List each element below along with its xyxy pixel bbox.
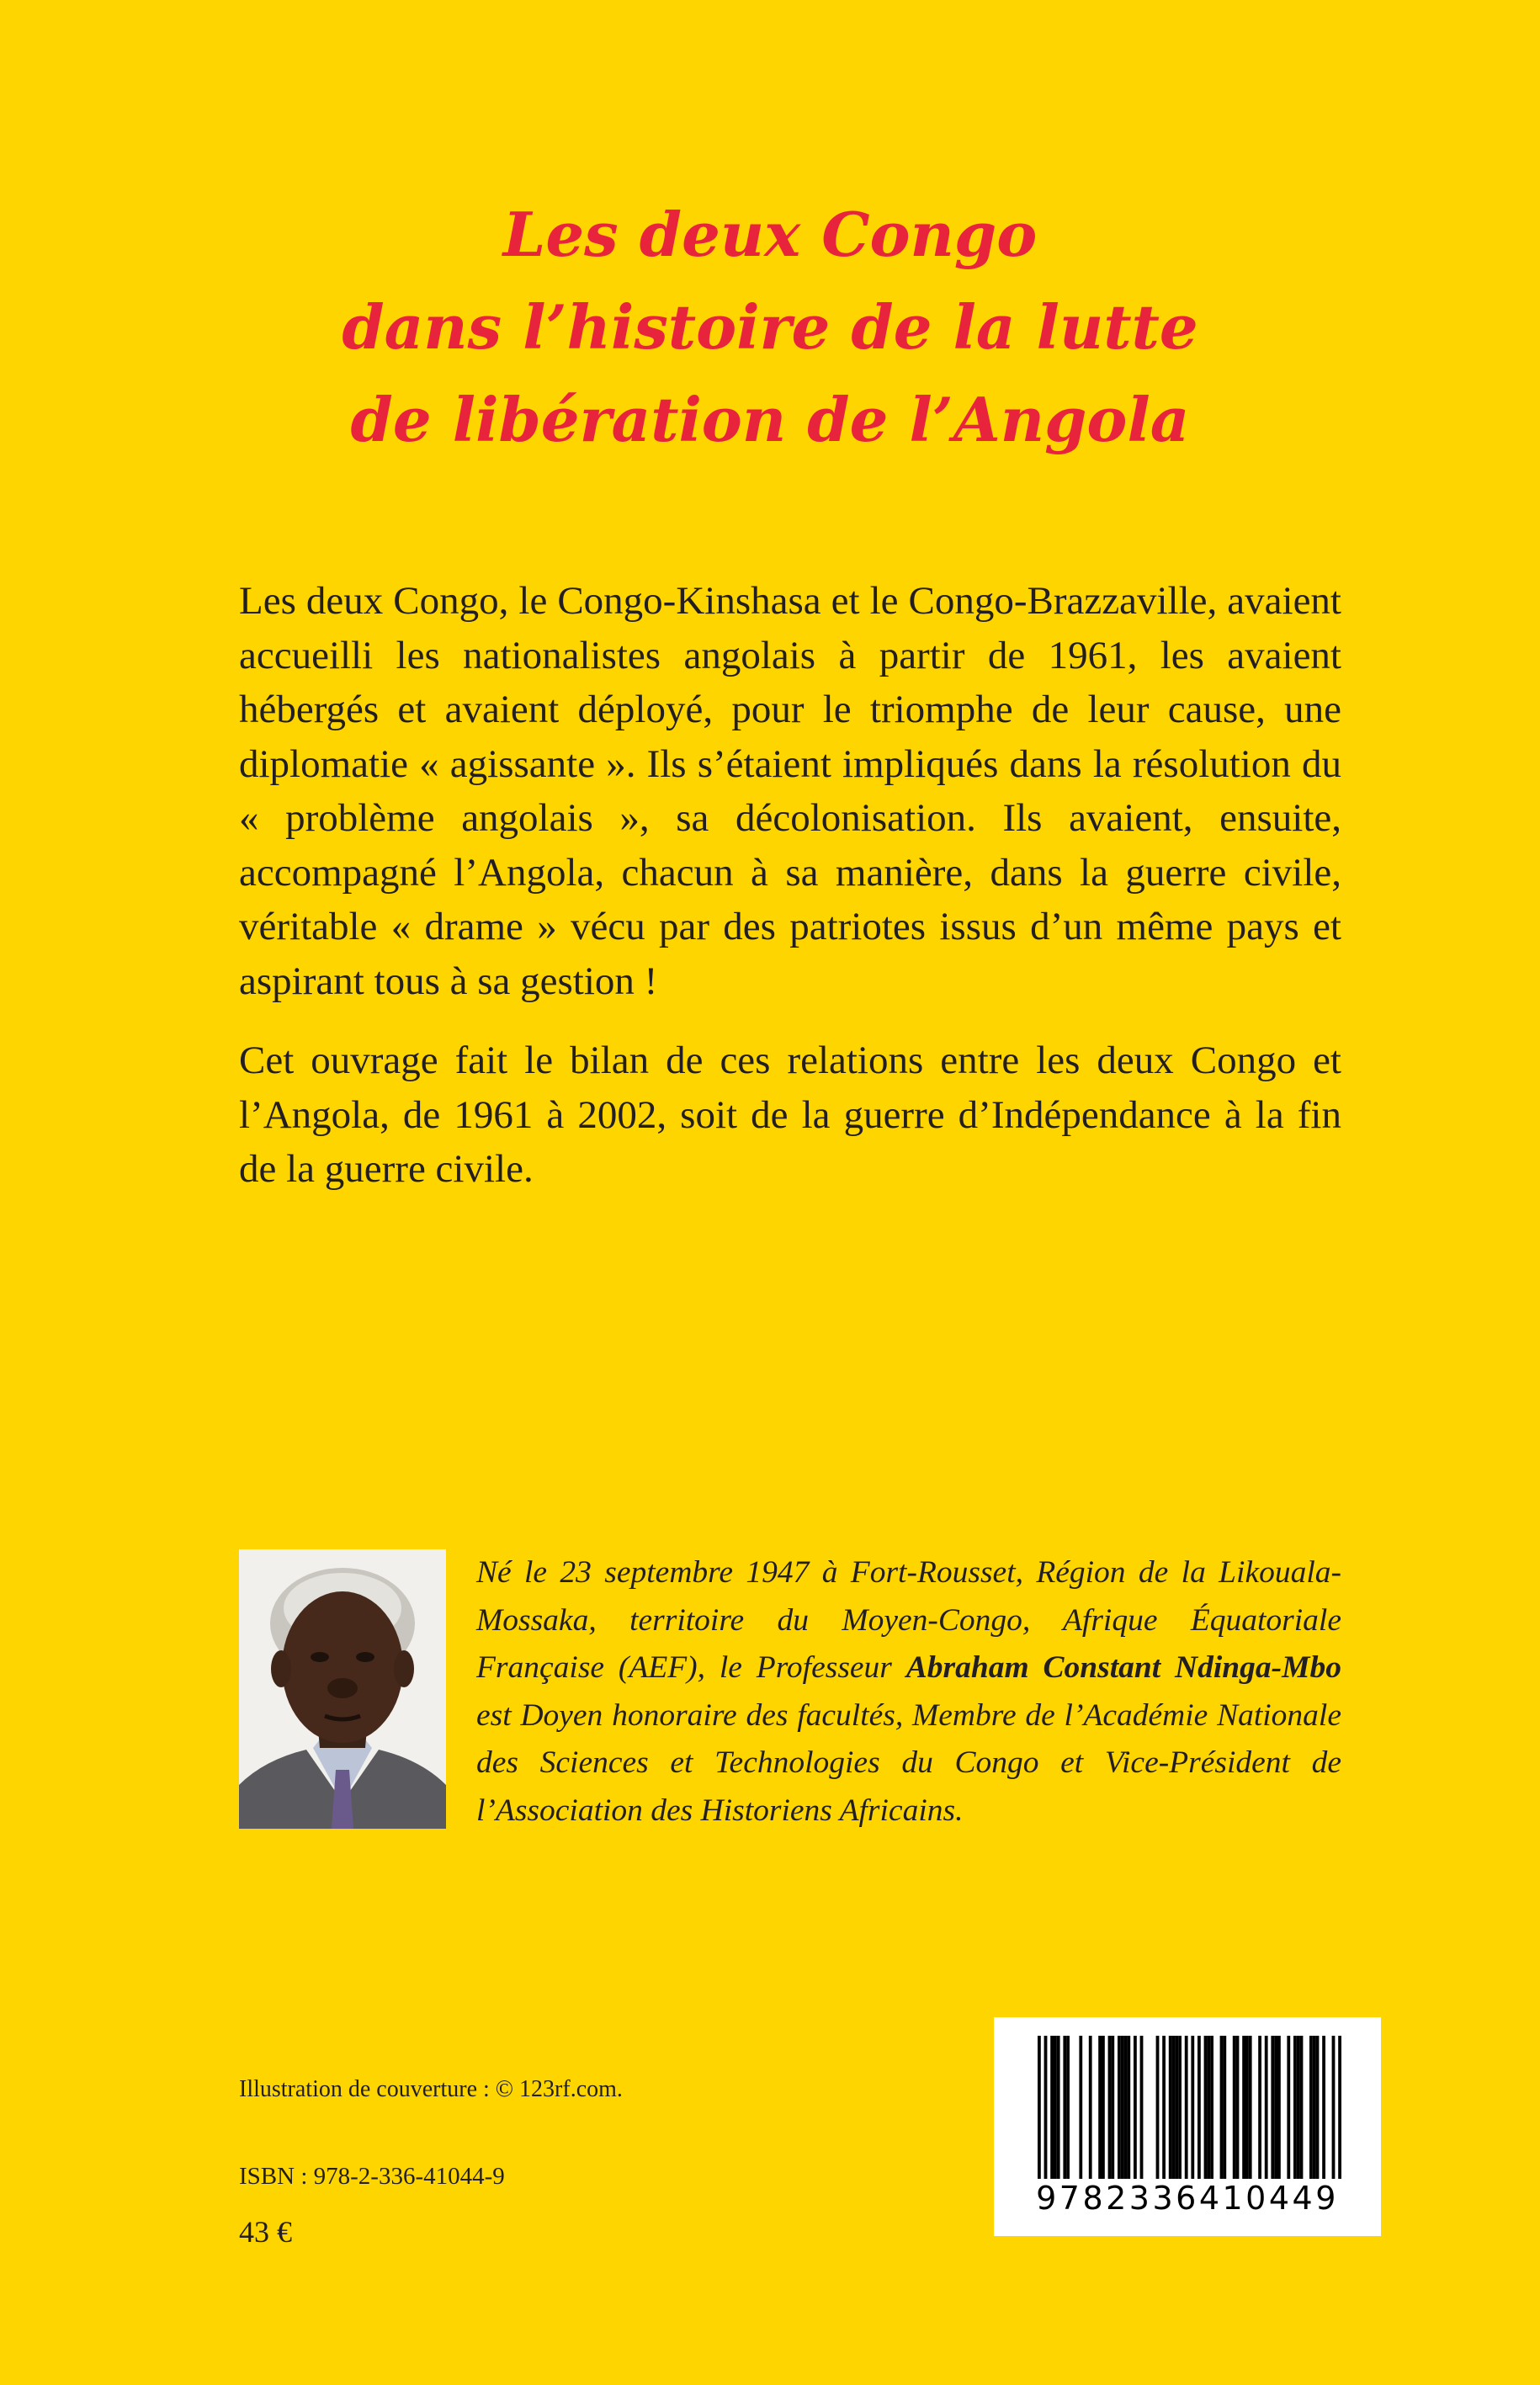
barcode-bar xyxy=(1287,2036,1290,2179)
title-line-3: de libération de l’Angola xyxy=(350,384,1190,455)
author-portrait-icon xyxy=(239,1549,446,1829)
barcode xyxy=(994,2017,1381,2236)
author-photo xyxy=(239,1549,446,1829)
author-name: Abraham Constant Ndinga-Mbo xyxy=(905,1650,1341,1685)
barcode-bar xyxy=(1204,2036,1208,2179)
barcode-bar xyxy=(1197,2036,1201,2179)
barcode-bar xyxy=(1265,2036,1268,2179)
barcode-bar xyxy=(1207,2036,1210,2179)
barcode-bar xyxy=(1108,2036,1112,2179)
barcode-bar xyxy=(1258,2036,1261,2179)
barcode-bar xyxy=(1089,2036,1092,2179)
barcode-bar xyxy=(1313,2036,1316,2179)
barcode-bar xyxy=(1038,2036,1041,2179)
barcode-bar xyxy=(1210,2036,1213,2179)
barcode-bar xyxy=(1297,2036,1300,2179)
barcode-bar xyxy=(1134,2036,1137,2179)
barcode-bar xyxy=(1293,2036,1297,2179)
title-line-2: dans l’histoire de la lutte xyxy=(342,291,1198,363)
barcode-bar xyxy=(1300,2036,1304,2179)
barcode-bar xyxy=(1249,2036,1252,2179)
illustration-credit: Illustration de couverture : © 123rf.com. xyxy=(239,2076,623,2102)
author-bio-intro: Né le 23 septembre 1947 à Fort-Rousset, Région de la Likouala-Mossaka, territoire du Moyen-Congo, Afrique Équatoriale Française (AEF), le Professeur xyxy=(476,1555,1341,1685)
barcode-bar xyxy=(1309,2036,1313,2179)
barcode-bar xyxy=(1242,2036,1245,2179)
price: 43 € xyxy=(239,2215,292,2249)
barcode-bar xyxy=(1277,2036,1281,2179)
barcode-bar xyxy=(1185,2036,1188,2179)
barcode-bar xyxy=(1054,2036,1057,2179)
barcode-bar xyxy=(1175,2036,1178,2179)
barcode-bar xyxy=(1118,2036,1121,2179)
barcode-bar xyxy=(1044,2036,1048,2179)
barcode-bar xyxy=(1271,2036,1274,2179)
barcode-bar xyxy=(1140,2036,1144,2179)
barcode-bar xyxy=(1066,2036,1070,2179)
barcode-bar xyxy=(1220,2036,1224,2179)
barcode-bar xyxy=(1223,2036,1226,2179)
barcode-bar xyxy=(1338,2036,1341,2179)
barcode-bar xyxy=(1316,2036,1320,2179)
barcode-bar xyxy=(1236,2036,1240,2179)
author-bio xyxy=(476,1549,1341,1835)
barcode-digits: 9782336410449 xyxy=(1036,2180,1339,2217)
barcode-bar xyxy=(1156,2036,1160,2179)
synopsis-paragraph-1: Les deux Congo, le Congo-Kinshasa et le Congo-Brazzaville, avaient accueilli les nationalistes angolais à partir de 1961, les avaient hébergés et avaient déployé, pour le triomphe de leur cause, une diplomatie « agissante ». Ils s’étaient impliqués dans la résolution du « problème angolais », sa décolonisation. Ils avaient, ensuite, accompagné l’Angola, chacun à sa manière, dans la guerre civile, véritable « drame » vécu par des patriotes issus d’un même pays et aspirant tous à sa gestion ! xyxy=(239,579,1341,1003)
barcode-bar xyxy=(1063,2036,1066,2179)
barcode-bar xyxy=(1102,2036,1105,2179)
barcode-bar xyxy=(1172,2036,1176,2179)
barcode-bar xyxy=(1322,2036,1325,2179)
barcode-bar xyxy=(1274,2036,1277,2179)
barcode-bar xyxy=(1050,2036,1054,2179)
barcode-bar xyxy=(1233,2036,1236,2179)
synopsis-paragraph-2: Cet ouvrage fait le bilan de ces relations entre les deux Congo et l’Angola, de 1961 à 2002, soit de la guerre d’Indépendance à la fin de la guerre civile. xyxy=(239,1038,1341,1191)
isbn: ISBN : 978-2-336-41044-9 xyxy=(239,2163,505,2190)
synopsis xyxy=(239,574,1341,1222)
barcode-bar xyxy=(1124,2036,1128,2179)
barcode-bar xyxy=(1332,2036,1336,2179)
barcode-bar xyxy=(1169,2036,1172,2179)
barcode-bar xyxy=(1057,2036,1060,2179)
barcode-bar xyxy=(1245,2036,1249,2179)
barcode-bar xyxy=(1191,2036,1194,2179)
barcode-bar xyxy=(1111,2036,1114,2179)
book-title xyxy=(202,189,1338,466)
barcode-bar xyxy=(1079,2036,1082,2179)
title-line-1: Les deux Congo xyxy=(502,199,1038,270)
barcode-bar xyxy=(1178,2036,1182,2179)
barcode-bar xyxy=(1162,2036,1166,2179)
barcode-bar xyxy=(1098,2036,1102,2179)
author-bio-rest: est Doyen honoraire des facultés, Membre de l’Académie Nationale des Sciences et Technologies du Congo et Vice-Président de l’Association des Historiens Africains. xyxy=(476,1697,1341,1828)
barcode-bar xyxy=(1127,2036,1130,2179)
barcode-bar xyxy=(1121,2036,1124,2179)
